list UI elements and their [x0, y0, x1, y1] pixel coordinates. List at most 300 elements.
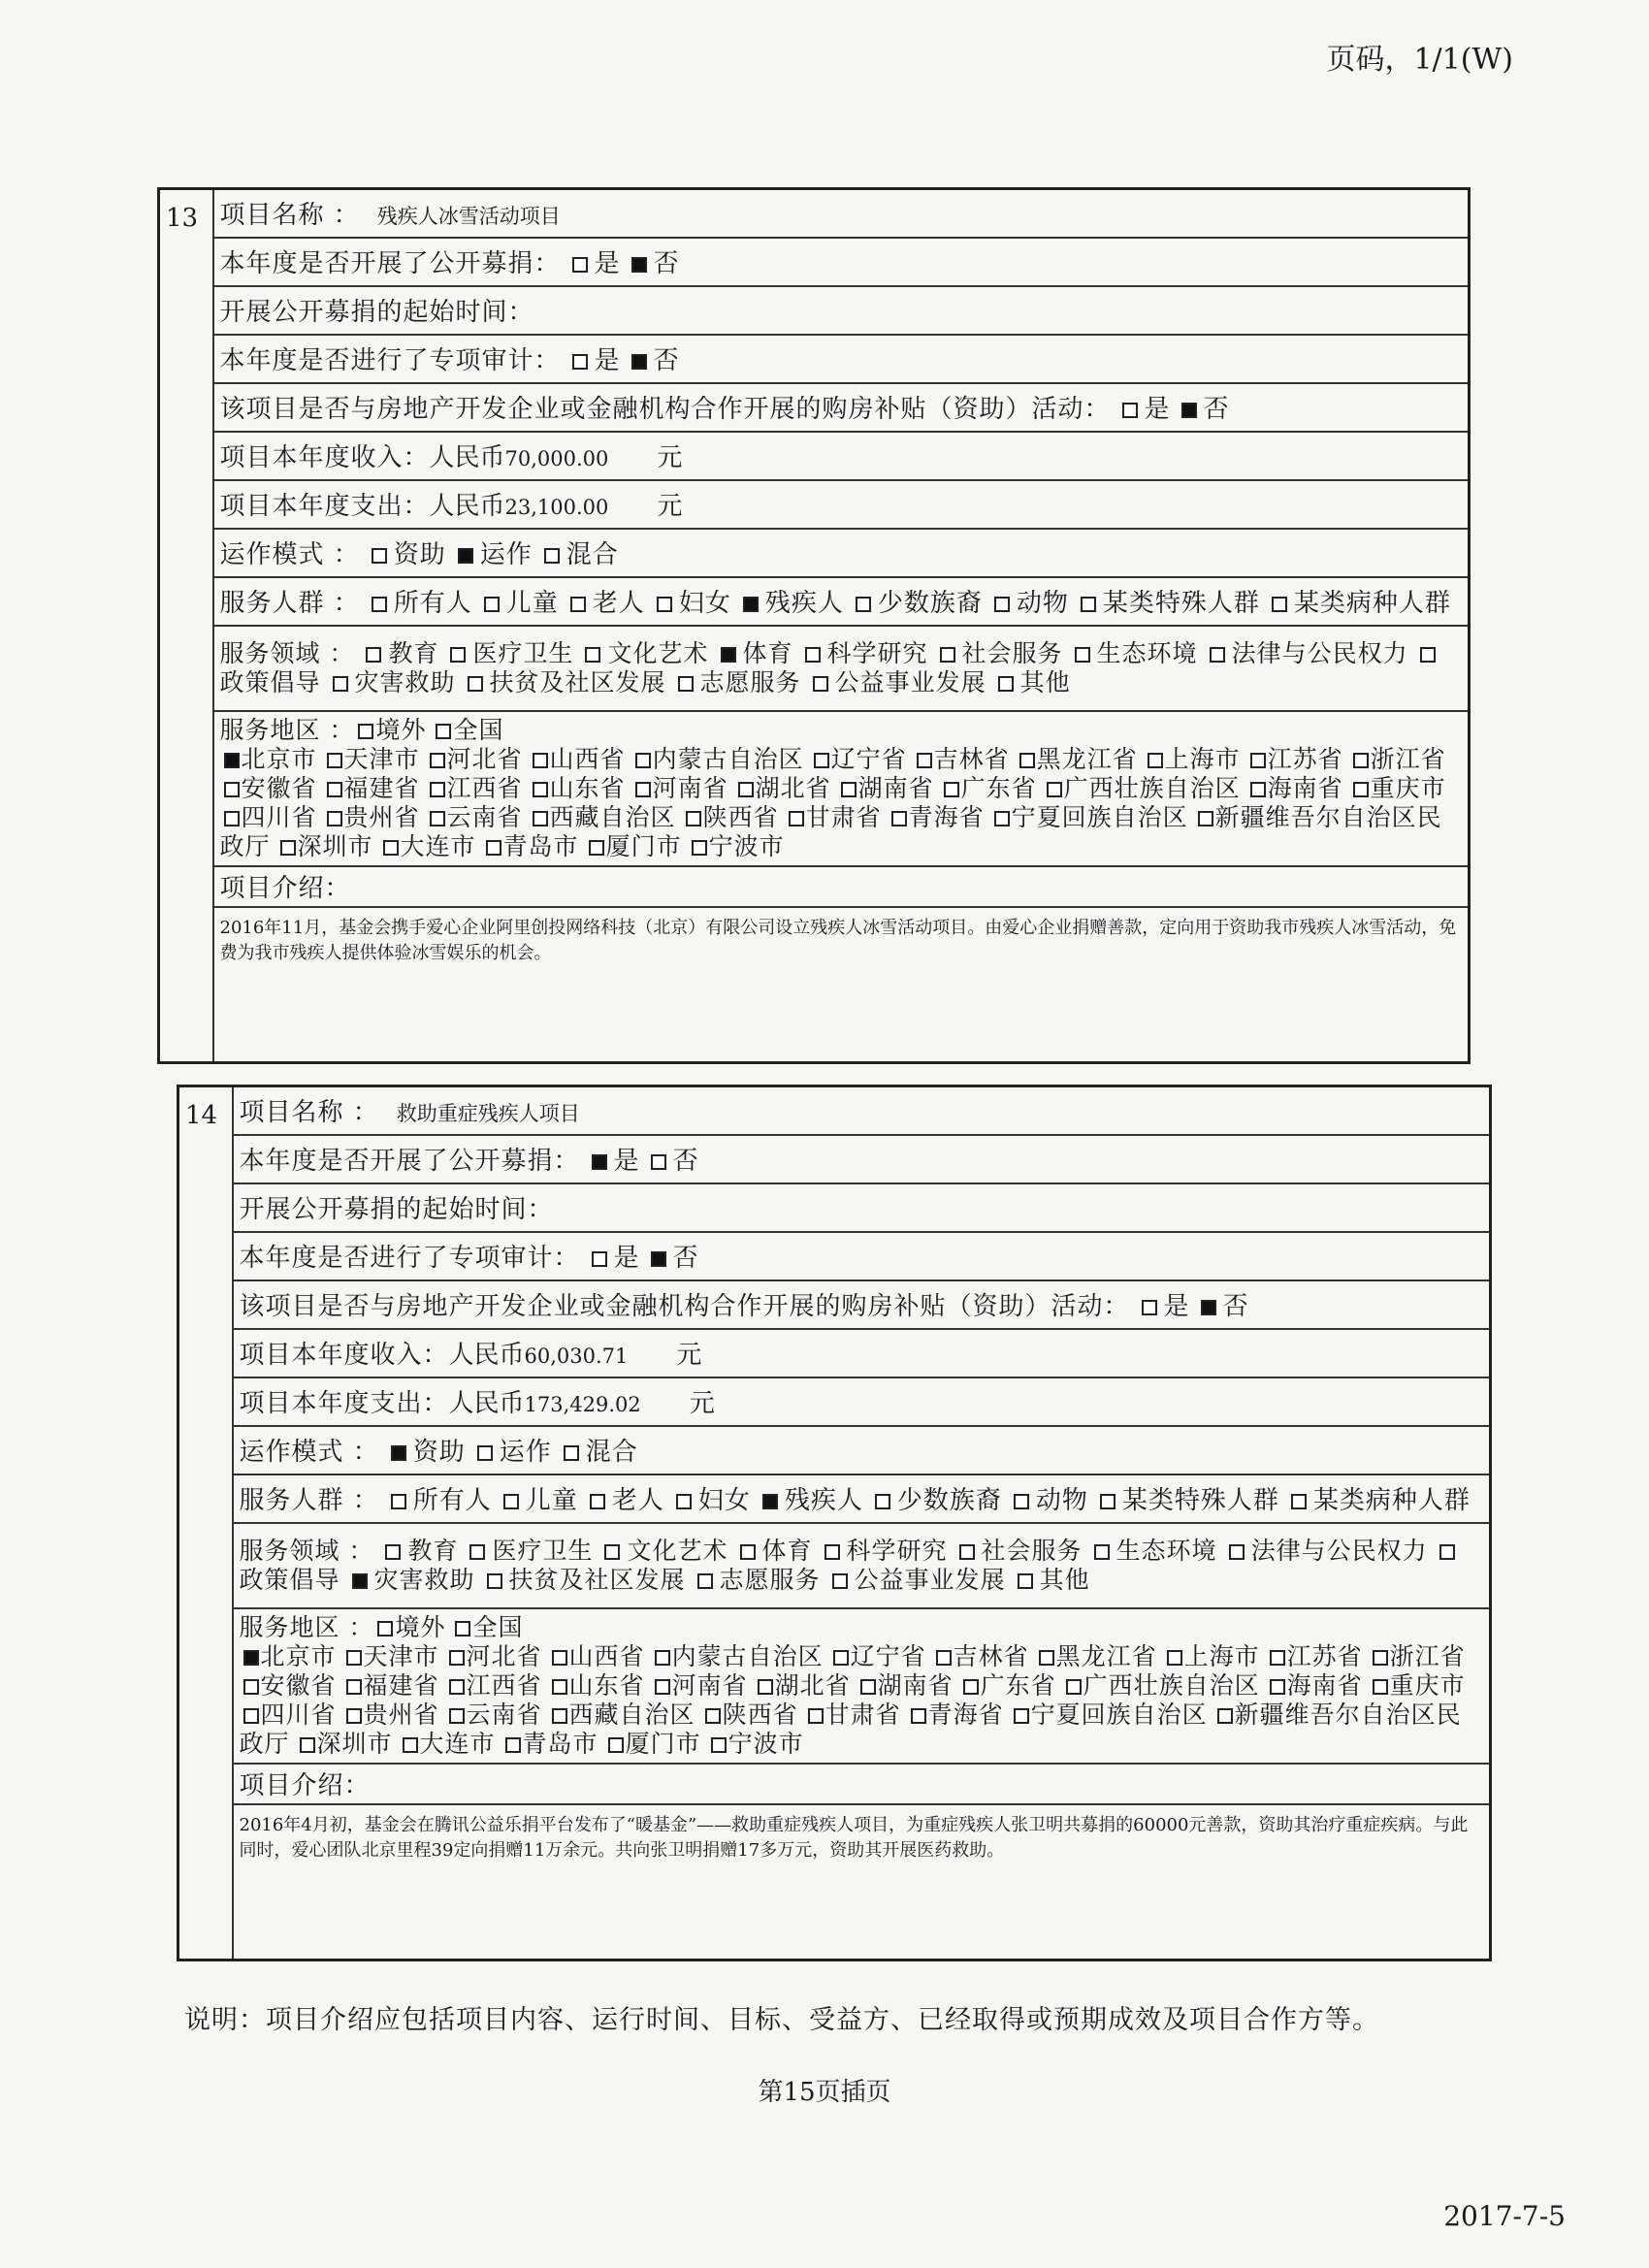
unchecked-box-icon[interactable]: [1039, 1650, 1054, 1666]
groups-option: 动物: [1002, 1486, 1088, 1515]
unchecked-box-icon[interactable]: [346, 1708, 362, 1724]
checked-box-icon[interactable]: [224, 753, 240, 768]
unchecked-box-icon[interactable]: [1272, 597, 1287, 612]
unchecked-box-icon[interactable]: [824, 1544, 840, 1560]
unchecked-box-icon[interactable]: [697, 1573, 713, 1589]
unchecked-box-icon[interactable]: [1014, 1708, 1029, 1724]
regions-option: 宁波市: [688, 832, 785, 860]
regions-option: 陕西省: [682, 803, 779, 831]
unchecked-box-icon[interactable]: [1250, 753, 1266, 768]
unchecked-box-icon[interactable]: [385, 1544, 401, 1560]
regions-option: 贵州省: [342, 1701, 439, 1729]
operation_modes-option: 资助: [379, 1438, 466, 1467]
service-fields-row: 服务领域 ： 教育 医疗卫生 文化艺术 体育 科学研究 社会服务 生态环境 法律与公民权力政策倡导 灾害救助 扶贫及社区发展 志愿服务 公益事业发展 其他: [213, 626, 1470, 711]
unchecked-box-icon[interactable]: [450, 647, 466, 663]
unchecked-box-icon[interactable]: [1270, 1679, 1285, 1695]
unchecked-box-icon[interactable]: [940, 647, 955, 663]
unchecked-box-icon[interactable]: [1353, 782, 1369, 797]
regions-option: 内蒙古自治区: [651, 1642, 824, 1670]
unchecked-box-icon[interactable]: [552, 1679, 567, 1695]
groups-option: 某类特殊人群: [1069, 589, 1260, 618]
expense-value: 173,429.02: [524, 1393, 641, 1416]
regions-option: 北京市: [240, 1642, 337, 1670]
fields-option: 法律与公民权力: [1217, 1537, 1428, 1565]
fields-option: 文化艺术: [593, 1537, 728, 1565]
income-value: 70,000.00: [504, 447, 609, 470]
income-value: 60,030.71: [524, 1345, 629, 1368]
regions-option: 青岛市: [482, 832, 579, 860]
unchecked-box-icon[interactable]: [789, 811, 804, 826]
unchecked-box-icon[interactable]: [327, 753, 342, 768]
regions-option: 江西省: [426, 774, 523, 802]
regions-option: 厦门市: [604, 1730, 701, 1758]
unchecked-box-icon[interactable]: [814, 753, 829, 768]
public-fundraising-row: 本年度是否开展了公开募捐： 是 否: [233, 1135, 1491, 1183]
unchecked-box-icon[interactable]: [224, 811, 240, 826]
unchecked-box-icon[interactable]: [487, 1573, 502, 1589]
project-name-label: 项目名称 ：: [219, 201, 360, 231]
unchecked-box-icon[interactable]: [346, 1650, 362, 1666]
unchecked-box-icon[interactable]: [1081, 597, 1096, 612]
unchecked-box-icon[interactable]: [1229, 1544, 1245, 1560]
fields-option: 社会服务: [928, 639, 1063, 667]
regions-option: 黑龙江省: [1016, 745, 1138, 773]
project-name-value: 救助重症残疾人项目: [396, 1102, 580, 1126]
regions-option: 宁波市: [707, 1730, 804, 1758]
groups-option: 老人: [559, 589, 645, 618]
regions-option: 河北省: [426, 745, 523, 773]
unchecked-box-icon[interactable]: [1210, 647, 1225, 663]
unchecked-box-icon[interactable]: [758, 1679, 773, 1695]
unchecked-box-icon[interactable]: [655, 1679, 670, 1695]
unchecked-box-icon[interactable]: [686, 811, 701, 826]
unchecked-box-icon[interactable]: [358, 724, 373, 739]
unchecked-box-icon[interactable]: [533, 753, 548, 768]
unchecked-box-icon[interactable]: [333, 676, 348, 692]
housing-subsidy-row: 该项目是否与房地产开发企业或金融机构合作开展的购房补贴（资助）活动： 是 否: [233, 1280, 1491, 1329]
unchecked-box-icon[interactable]: [505, 1737, 521, 1753]
checked-box-icon[interactable]: [743, 597, 759, 612]
regions_top-option: 境外: [354, 716, 426, 744]
project-name-value: 残疾人冰雪活动项目: [376, 205, 561, 229]
groups-option: 妇女: [645, 589, 731, 618]
regions-option: 内蒙古自治区: [631, 745, 804, 773]
unchecked-box-icon[interactable]: [856, 597, 871, 612]
groups-option: 残疾人: [751, 1486, 863, 1515]
unchecked-box-icon[interactable]: [1217, 1708, 1233, 1724]
unchecked-box-icon[interactable]: [391, 1494, 406, 1509]
regions-option: 四川省: [240, 1701, 337, 1729]
unchecked-box-icon[interactable]: [808, 1708, 824, 1724]
fields-option: 法律与公民权力: [1198, 639, 1408, 667]
fields-option: 其他: [986, 668, 1071, 697]
unchecked-box-icon[interactable]: [1014, 1494, 1029, 1509]
unchecked-box-icon[interactable]: [327, 811, 342, 826]
regions-option: 广西壮族自治区: [1043, 774, 1241, 802]
unchecked-box-icon[interactable]: [1420, 647, 1436, 663]
regions_top-option: 全国: [451, 1613, 523, 1641]
regions-option: 广东省: [940, 774, 1037, 802]
expense-value: 23,100.00: [504, 496, 609, 519]
fields-option: 生态环境: [1063, 639, 1198, 667]
unchecked-box-icon[interactable]: [833, 1650, 849, 1666]
unchecked-box-icon[interactable]: [486, 840, 501, 856]
unchecked-box-icon[interactable]: [1148, 753, 1163, 768]
fields-option: 灾害救助: [340, 1566, 475, 1594]
unchecked-box-icon[interactable]: [813, 676, 828, 692]
fields-option: 公益事业发展: [821, 1566, 1006, 1594]
fields-option: 文化艺术: [573, 639, 708, 667]
unchecked-box-icon[interactable]: [372, 597, 387, 612]
groups-option: 少数族裔: [863, 1486, 1002, 1515]
regions-option: 湖北省: [734, 774, 831, 802]
unchecked-box-icon[interactable]: [552, 1708, 567, 1724]
unchecked-box-icon[interactable]: [589, 840, 604, 856]
document-date: 2017-7-5: [1443, 2200, 1566, 2232]
unchecked-box-icon[interactable]: [911, 1708, 926, 1724]
operation_modes-option: 混合: [533, 540, 619, 569]
unchecked-box-icon[interactable]: [449, 1650, 465, 1666]
regions-option: 深圳市: [276, 832, 373, 860]
unchecked-box-icon[interactable]: [430, 753, 445, 768]
regions-option: 湖南省: [857, 1671, 954, 1700]
unchecked-box-icon[interactable]: [1019, 753, 1035, 768]
fields-option: 扶贫及社区发展: [475, 1566, 686, 1594]
unchecked-box-icon[interactable]: [564, 1445, 579, 1461]
fundraising-start-row: 开展公开募捐的起始时间：: [233, 1183, 1491, 1232]
operation-mode-row: 运作模式 ： 资助 运作 混合: [213, 529, 1470, 577]
regions-option: 江苏省: [1266, 1642, 1363, 1670]
unchecked-box-icon[interactable]: [608, 1737, 624, 1753]
groups-option: 动物: [983, 589, 1069, 618]
intro-label-row: 项目介绍：: [233, 1764, 1491, 1804]
regions-option: 云南省: [426, 803, 523, 831]
regions-option: 辽宁省: [829, 1642, 926, 1670]
groups-option: 某类病种人群: [1279, 1486, 1471, 1515]
unchecked-box-icon[interactable]: [1122, 403, 1138, 418]
unchecked-box-icon[interactable]: [372, 548, 387, 564]
service-groups-row: 服务人群 ： 所有人 儿童 老人 妇女 残疾人 少数族裔 动物 某类特殊人群 某类病种人群: [213, 577, 1470, 626]
unchecked-box-icon[interactable]: [503, 1494, 519, 1509]
project-number: 13: [159, 189, 213, 1063]
unchecked-box-icon[interactable]: [740, 1544, 756, 1560]
income-row: 项目本年度收入：人民币60,030.71 元: [233, 1329, 1491, 1377]
fundraising-start-row: 开展公开募捐的起始时间：: [213, 286, 1470, 335]
fields-option: 体育: [728, 1537, 813, 1565]
unchecked-box-icon[interactable]: [455, 1621, 470, 1636]
regions-option: 福建省: [342, 1671, 439, 1700]
unchecked-box-icon[interactable]: [676, 1494, 692, 1509]
regions-option: 河南省: [631, 774, 728, 802]
fields-option: 公益事业发展: [801, 668, 986, 697]
regions-option: 大连市: [379, 832, 476, 860]
groups-option: 所有人: [360, 589, 472, 618]
fields-option: 医疗卫生: [438, 639, 573, 667]
footer-note: 说明：项目介绍应包括项目内容、运行时间、目标、受益方、已经取得或预期成效及项目合作方等。: [184, 2005, 1379, 2035]
regions-option: 北京市: [220, 745, 317, 773]
groups-option: 妇女: [664, 1486, 751, 1515]
fields-option: 扶贫及社区发展: [456, 668, 666, 697]
unchecked-box-icon[interactable]: [1353, 753, 1369, 768]
regions-option: 天津市: [323, 745, 420, 773]
regions-option: 山西省: [529, 745, 626, 773]
checked-box-icon[interactable]: [651, 1251, 666, 1267]
unchecked-box-icon[interactable]: [1094, 1544, 1110, 1560]
regions-option: 广东省: [959, 1671, 1056, 1700]
checked-box-icon[interactable]: [391, 1445, 406, 1461]
groups-option: 少数族裔: [844, 589, 983, 618]
fields-option: 科学研究: [813, 1537, 948, 1565]
unchecked-box-icon[interactable]: [544, 548, 560, 564]
unchecked-box-icon[interactable]: [1270, 1650, 1285, 1666]
regions-option: 陕西省: [701, 1701, 798, 1729]
unchecked-box-icon[interactable]: [383, 840, 399, 856]
unchecked-box-icon[interactable]: [1142, 1300, 1157, 1315]
regions-option: 天津市: [342, 1642, 439, 1670]
income-row: 项目本年度收入：人民币70,000.00 元: [213, 432, 1470, 480]
regions_top-option: 全国: [432, 716, 503, 744]
operation_modes-option: 运作: [446, 540, 533, 569]
unchecked-box-icon[interactable]: [572, 257, 588, 273]
operation_modes-option: 资助: [360, 540, 446, 569]
checked-box-icon[interactable]: [631, 354, 647, 370]
fields-option: 教育: [373, 1537, 458, 1565]
checked-box-icon[interactable]: [1201, 1300, 1216, 1315]
regions-option: 宁夏回族自治区: [1010, 1701, 1208, 1729]
fields-option: 教育: [354, 639, 438, 667]
unchecked-box-icon[interactable]: [705, 1708, 721, 1724]
regions-option: 辽宁省: [810, 745, 907, 773]
unchecked-box-icon[interactable]: [533, 782, 548, 797]
regions-option: 大连市: [399, 1730, 496, 1758]
unchecked-box-icon[interactable]: [963, 1679, 979, 1695]
project-form-14: [177, 1085, 1492, 1961]
unchecked-box-icon[interactable]: [572, 354, 588, 370]
unchecked-box-icon[interactable]: [994, 811, 1010, 826]
fields-option: 灾害救助: [321, 668, 456, 697]
unchecked-box-icon[interactable]: [1167, 1650, 1182, 1666]
unchecked-box-icon[interactable]: [300, 1737, 315, 1753]
unchecked-box-icon[interactable]: [592, 1251, 607, 1267]
special-audit-row: 本年度是否进行了专项审计： 是 否: [213, 335, 1470, 383]
unchecked-box-icon[interactable]: [1373, 1650, 1388, 1666]
expense-row: 项目本年度支出：人民币173,429.02 元: [233, 1377, 1491, 1426]
unchecked-box-icon[interactable]: [1066, 1679, 1082, 1695]
regions-option: 青岛市: [501, 1730, 598, 1758]
unchecked-box-icon[interactable]: [738, 782, 754, 797]
unchecked-box-icon[interactable]: [936, 1650, 952, 1666]
unchecked-box-icon[interactable]: [280, 840, 296, 856]
unchecked-box-icon[interactable]: [1100, 1494, 1116, 1509]
checked-box-icon[interactable]: [631, 257, 647, 273]
page-insert-label: 第15页插页: [758, 2078, 891, 2107]
project-name-label: 项目名称 ：: [239, 1098, 379, 1128]
unchecked-box-icon[interactable]: [994, 597, 1010, 612]
regions-option: 贵州省: [323, 803, 420, 831]
checked-box-icon[interactable]: [721, 647, 736, 663]
regions-option: 甘肃省: [785, 803, 882, 831]
project-form-13: [157, 187, 1471, 1064]
fields-option: 志愿服务: [666, 668, 801, 697]
regions-option: 西藏自治区: [529, 803, 676, 831]
unchecked-box-icon[interactable]: [1291, 1494, 1307, 1509]
regions-option: 四川省: [220, 803, 317, 831]
special-audit-row: 本年度是否进行了专项审计： 是 否: [233, 1232, 1491, 1280]
unchecked-box-icon[interactable]: [1373, 1679, 1388, 1695]
unchecked-box-icon[interactable]: [678, 676, 694, 692]
checked-box-icon[interactable]: [458, 548, 473, 564]
operation_modes-option: 混合: [552, 1438, 638, 1467]
unchecked-box-icon[interactable]: [366, 647, 381, 663]
unchecked-box-icon[interactable]: [477, 1445, 493, 1461]
unchecked-box-icon[interactable]: [655, 1650, 670, 1666]
regions-option: 广西壮族自治区: [1062, 1671, 1260, 1700]
checked-box-icon[interactable]: [762, 1494, 778, 1509]
unchecked-box-icon[interactable]: [570, 597, 586, 612]
regions-option: 青海省: [888, 803, 985, 831]
checked-box-icon[interactable]: [352, 1573, 368, 1589]
regions-option: 山东省: [529, 774, 626, 802]
unchecked-box-icon[interactable]: [711, 1737, 727, 1753]
checked-box-icon[interactable]: [592, 1154, 607, 1170]
expense-row: 项目本年度支出：人民币23,100.00 元: [213, 480, 1470, 529]
page-code: 页码，1/1(W): [1326, 43, 1513, 77]
checked-box-icon[interactable]: [243, 1650, 259, 1666]
fields-option: 体育: [709, 639, 793, 667]
unchecked-box-icon[interactable]: [1439, 1544, 1455, 1560]
service-fields-row: 服务领域 ： 教育 医疗卫生 文化艺术 体育 科学研究 社会服务 生态环境 法律与公民权力政策倡导 灾害救助 扶贫及社区发展 志愿服务 公益事业发展 其他: [233, 1523, 1491, 1608]
regions_top-option: 境外: [373, 1613, 445, 1641]
fields-option: 其他: [1006, 1566, 1090, 1594]
unchecked-box-icon[interactable]: [651, 1154, 666, 1170]
unchecked-box-icon[interactable]: [243, 1708, 259, 1724]
operation-mode-row: 运作模式 ： 资助 运作 混合: [233, 1426, 1491, 1474]
regions-option: 新疆维吾尔自治区民政厅: [239, 1700, 1462, 1758]
unchecked-box-icon[interactable]: [841, 782, 857, 797]
project-number: 14: [178, 1086, 233, 1960]
regions-option: 浙江省: [1349, 745, 1446, 773]
regions-option: 宁夏回族自治区: [990, 803, 1188, 831]
service-regions-row: 服务地区 ： 境外 全国 北京市 天津市 河北省 山西省 内蒙古自治区 辽宁省 吉林省 黑龙江省 上海市 江苏省 浙江省安徽省 福建省 江西省 山东省 河南省 湖北省 湖南省 广东省 广西壮族自治区 海南省 重庆市四川省 贵州省 云南省 西藏自治区 陕西省 甘肃省 青海省 宁夏回族自治区 新疆维吾尔自治区民政厅 深圳市 大连市 青岛市 厦门市 宁波市: [213, 711, 1470, 866]
unchecked-box-icon[interactable]: [657, 597, 672, 612]
fields-option: 科学研究: [793, 639, 928, 667]
unchecked-box-icon[interactable]: [585, 647, 600, 663]
project-intro: 2016年4月初，基金会在腾讯公益乐捐平台发布了“暖基金”——救助重症残疾人项目，为重症残疾人张卫明共募捐的60000元善款，资助其治疗重症疾病。与此同时，爱心团队北京里程39定向捐赠11万余元。共向张卫明捐赠17多万元，资助其开展医药救助。: [233, 1804, 1491, 1960]
housing-subsidy-row: 该项目是否与房地产开发企业或金融机构合作开展的购房补贴（资助）活动： 是 否: [213, 383, 1470, 432]
unchecked-box-icon[interactable]: [959, 1544, 975, 1560]
unchecked-box-icon[interactable]: [436, 724, 451, 739]
unchecked-box-icon[interactable]: [1047, 782, 1062, 797]
unchecked-box-icon[interactable]: [891, 811, 907, 826]
regions-option: 吉林省: [932, 1642, 1029, 1670]
unchecked-box-icon[interactable]: [484, 597, 500, 612]
unchecked-box-icon[interactable]: [377, 1621, 393, 1636]
groups-option: 儿童: [472, 589, 559, 618]
unchecked-box-icon[interactable]: [224, 782, 240, 797]
regions-option: 黑龙江省: [1035, 1642, 1157, 1670]
unchecked-box-icon[interactable]: [468, 676, 483, 692]
regions-option: 西藏自治区: [548, 1701, 695, 1729]
groups-option: 所有人: [379, 1486, 492, 1515]
unchecked-box-icon[interactable]: [1018, 1573, 1033, 1589]
public-fundraising-row: 本年度是否开展了公开募捐： 是 否: [213, 238, 1470, 286]
regions-option: 云南省: [445, 1701, 542, 1729]
regions-option: 重庆市: [1369, 1671, 1466, 1700]
regions-option: 河南省: [651, 1671, 748, 1700]
regions-option: 湖南省: [837, 774, 934, 802]
unchecked-box-icon[interactable]: [430, 782, 445, 797]
unchecked-box-icon[interactable]: [430, 811, 445, 826]
unchecked-box-icon[interactable]: [635, 782, 651, 797]
regions-option: 青海省: [907, 1701, 1004, 1729]
unchecked-box-icon[interactable]: [604, 1544, 620, 1560]
unchecked-box-icon[interactable]: [944, 782, 959, 797]
regions-option: 海南省: [1246, 774, 1343, 802]
regions-option: 湖北省: [754, 1671, 851, 1700]
regions-option: 浙江省: [1369, 1642, 1466, 1670]
unchecked-box-icon[interactable]: [1198, 811, 1213, 826]
unchecked-box-icon[interactable]: [860, 1679, 876, 1695]
unchecked-box-icon[interactable]: [1075, 647, 1090, 663]
groups-option: 残疾人: [731, 589, 844, 618]
project-intro: 2016年11月，基金会携手爱心企业阿里创投网络科技（北京）有限公司设立残疾人冰雪活动项目。由爱心企业捐赠善款，定向用于资助我市残疾人冰雪活动，免费为我市残疾人提供体验冰雪娱乐的机会。: [213, 907, 1470, 1063]
unchecked-box-icon[interactable]: [998, 676, 1014, 692]
regions-option: 上海市: [1163, 1642, 1260, 1670]
unchecked-box-icon[interactable]: [533, 811, 548, 826]
fields-option: 社会服务: [948, 1537, 1083, 1565]
operation_modes-option: 运作: [466, 1438, 552, 1467]
regions-option: 厦门市: [585, 832, 682, 860]
unchecked-box-icon[interactable]: [403, 1737, 418, 1753]
unchecked-box-icon[interactable]: [243, 1679, 259, 1695]
regions-option: 上海市: [1144, 745, 1241, 773]
fields-option: 志愿服务: [686, 1566, 821, 1594]
regions-option: 福建省: [323, 774, 420, 802]
fields-option: 生态环境: [1083, 1537, 1217, 1565]
regions-option: 山东省: [548, 1671, 645, 1700]
fields-option: 政策倡导: [240, 1537, 1462, 1594]
regions-option: 海南省: [1266, 1671, 1363, 1700]
service-groups-row: 服务人群 ： 所有人 儿童 老人 妇女 残疾人 少数族裔 动物 某类特殊人群 某类病种人群: [233, 1474, 1491, 1523]
unchecked-box-icon[interactable]: [875, 1494, 890, 1509]
unchecked-box-icon[interactable]: [832, 1573, 848, 1589]
groups-option: 某类病种人群: [1260, 589, 1451, 618]
unchecked-box-icon[interactable]: [552, 1650, 567, 1666]
unchecked-box-icon[interactable]: [327, 782, 342, 797]
groups-option: 儿童: [492, 1486, 578, 1515]
unchecked-box-icon[interactable]: [805, 647, 821, 663]
regions-option: 山西省: [548, 1642, 645, 1670]
unchecked-box-icon[interactable]: [469, 1544, 485, 1560]
unchecked-box-icon[interactable]: [1250, 782, 1266, 797]
unchecked-box-icon[interactable]: [917, 753, 932, 768]
unchecked-box-icon[interactable]: [346, 1679, 362, 1695]
groups-option: 某类特殊人群: [1088, 1486, 1279, 1515]
regions-option: 吉林省: [913, 745, 1010, 773]
unchecked-box-icon[interactable]: [635, 753, 651, 768]
groups-option: 老人: [578, 1486, 664, 1515]
unchecked-box-icon[interactable]: [449, 1708, 465, 1724]
unchecked-box-icon[interactable]: [692, 840, 707, 856]
regions-option: 新疆维吾尔自治区民政厅: [219, 802, 1442, 860]
regions-option: 重庆市: [1349, 774, 1446, 802]
fields-option: 医疗卫生: [458, 1537, 593, 1565]
unchecked-box-icon[interactable]: [449, 1679, 465, 1695]
intro-label-row: 项目介绍：: [213, 866, 1470, 907]
checked-box-icon[interactable]: [1181, 403, 1197, 418]
regions-option: 河北省: [445, 1642, 542, 1670]
unchecked-box-icon[interactable]: [590, 1494, 605, 1509]
